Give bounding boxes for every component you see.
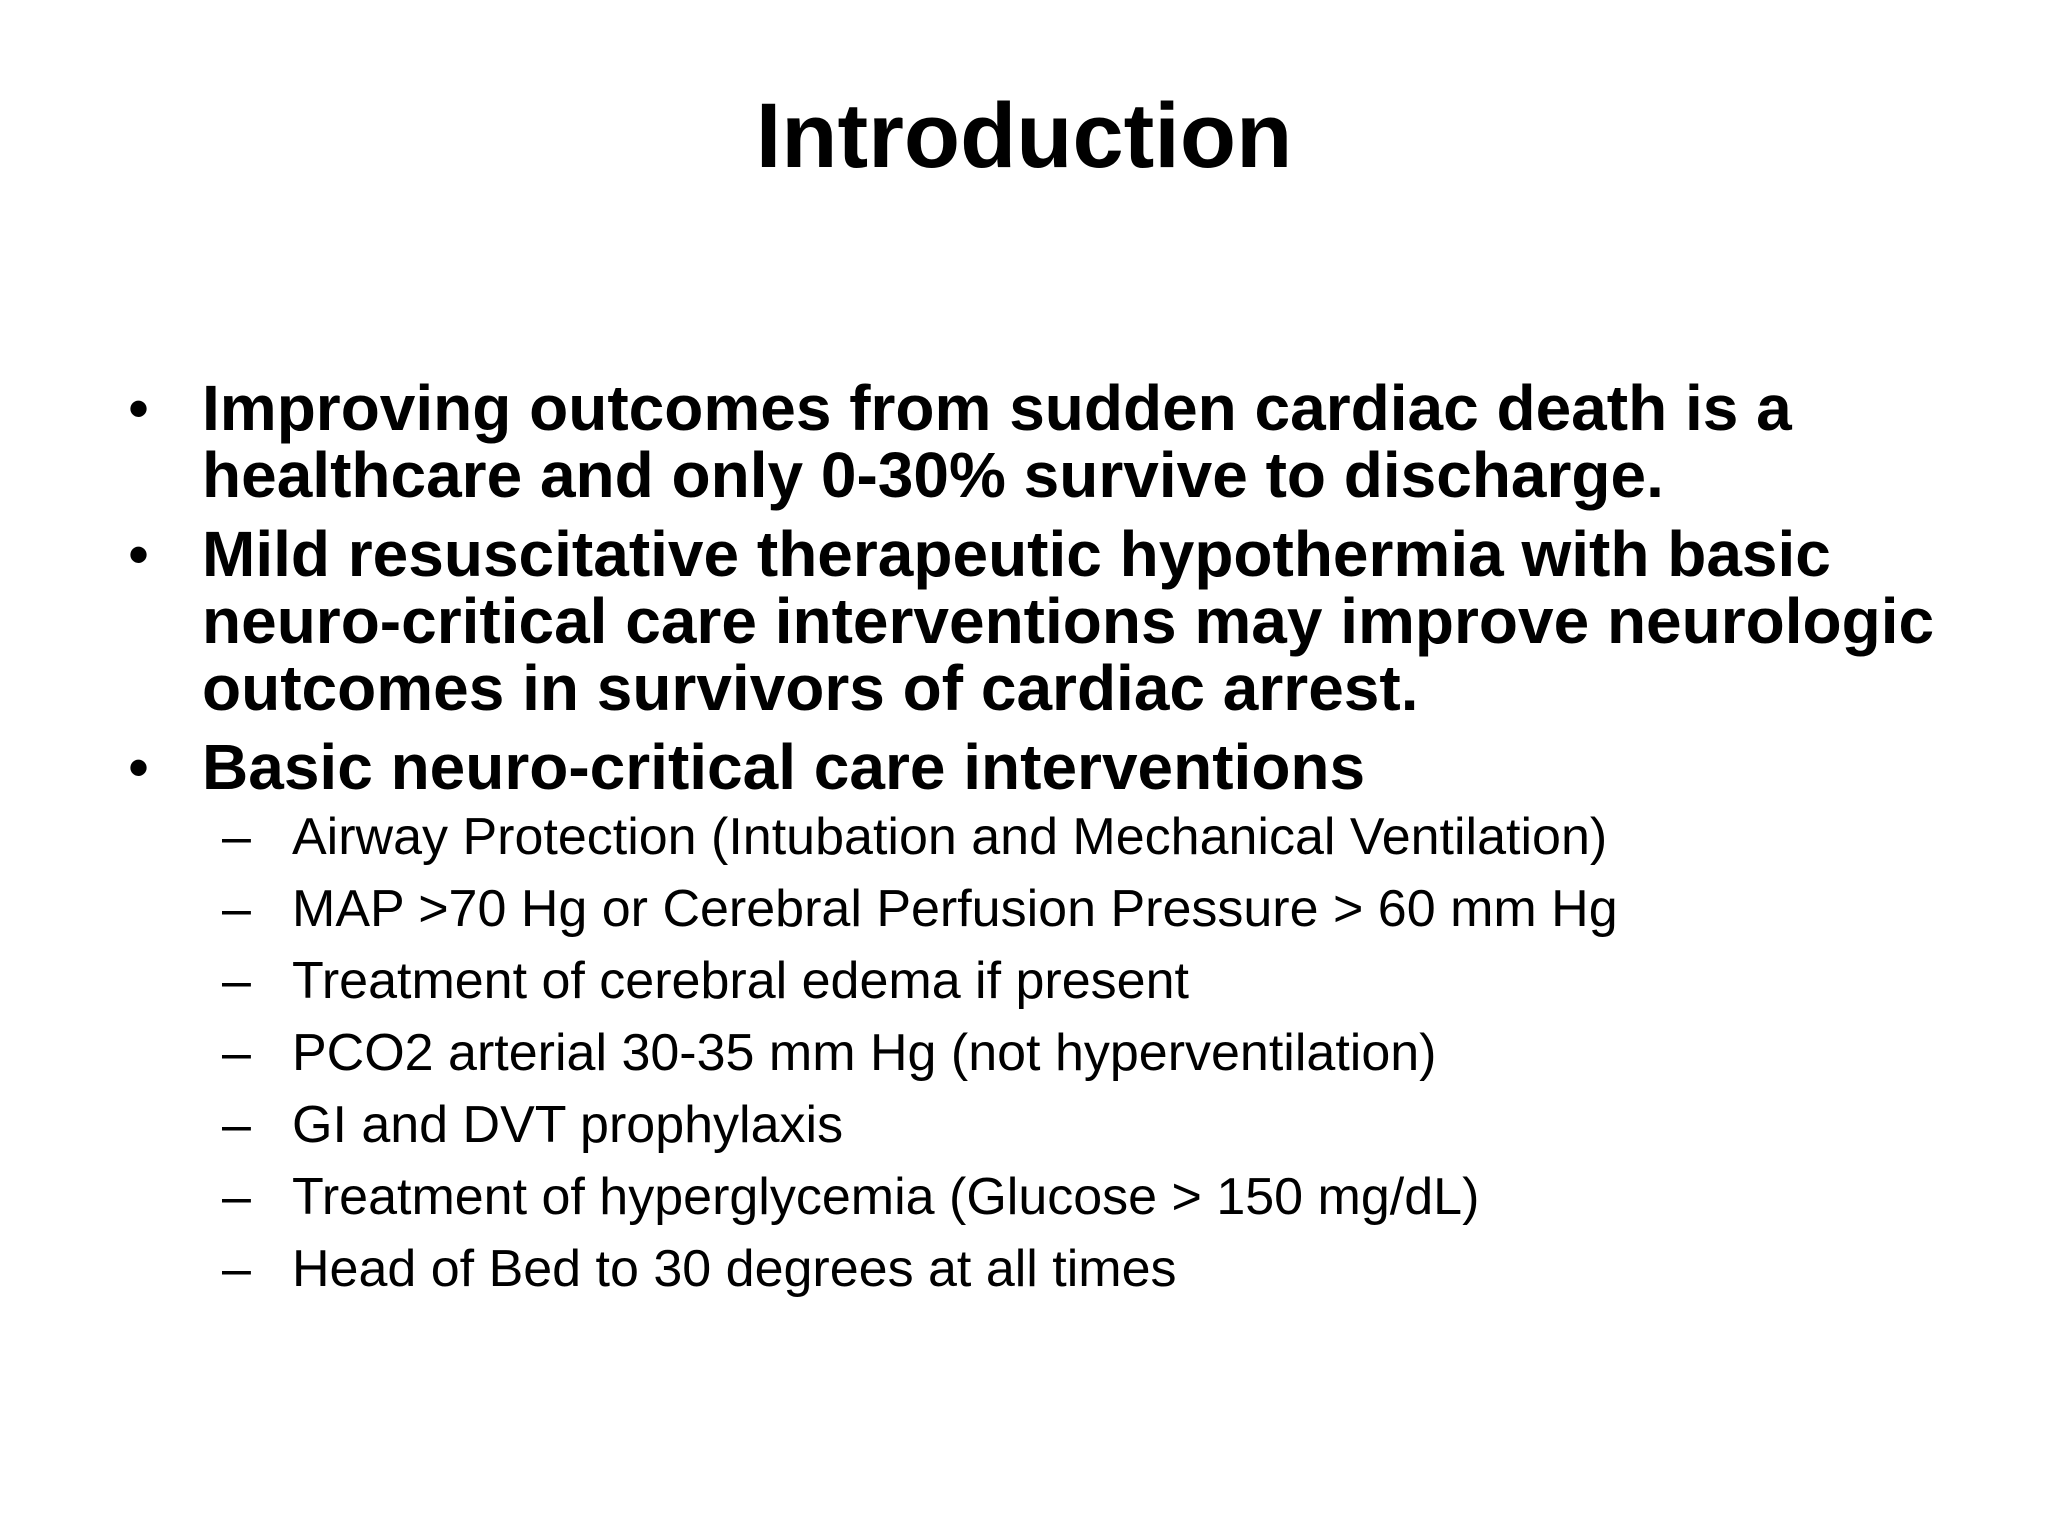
sub-bullet-text: GI and DVT prophylaxis [292,1096,844,1154]
sub-bullet-text: Treatment of cerebral edema if present [292,952,1189,1010]
sub-bullet-item [0,1089,2048,1161]
sub-bullet-text: PCO2 arterial 30-35 mm Hg (not hyperventilation) [292,1024,1437,1082]
slide-title: Introduction [755,85,1293,187]
sub-bullet-item [0,873,2048,945]
bullet-marker: • [128,734,150,801]
sub-bullet-marker: – [222,1240,251,1298]
sub-bullet-text: Airway Protection (Intubation and Mechanical Ventilation) [292,808,1608,866]
sub-bullet-text: MAP >70 Hg or Cerebral Perfusion Pressure > 60 mm Hg [292,880,1618,938]
sub-bullet-item [0,1017,2048,1089]
sub-bullet-list [0,801,2048,1305]
bullet-list [0,372,2048,1305]
bullet-item [0,731,2048,803]
sub-bullet-marker: – [222,1096,251,1154]
sub-bullet-item [0,1233,2048,1305]
bullet-marker: • [128,375,150,442]
sub-bullet-marker: – [222,880,251,938]
sub-bullet-marker: – [222,1168,251,1226]
sub-bullet-item [0,1161,2048,1233]
sub-bullet-marker: – [222,1024,251,1082]
bullet-item [0,372,2048,511]
sub-bullet-item [0,801,2048,873]
bullet-text: Basic neuro-critical care interventions [202,731,1366,803]
sub-bullet-item [0,945,2048,1017]
sub-bullet-marker: – [222,952,251,1010]
sub-bullet-marker: – [222,808,251,866]
sub-bullet-text: Treatment of hyperglycemia (Glucose > 150 mg/dL) [292,1168,1480,1226]
bullet-item [0,518,2048,724]
sub-bullet-text: Head of Bed to 30 degrees at all times [292,1240,1177,1298]
bullet-text: Mild resuscitative therapeutic hypothermia with basic neuro-critical care interventions may improve neurologic outcomes in survivors of cardiac arrest. [202,518,1935,724]
bullet-marker: • [128,521,150,588]
bullet-text: Improving outcomes from sudden cardiac death is a healthcare and only 0-30% survive to discharge. [202,372,1792,511]
